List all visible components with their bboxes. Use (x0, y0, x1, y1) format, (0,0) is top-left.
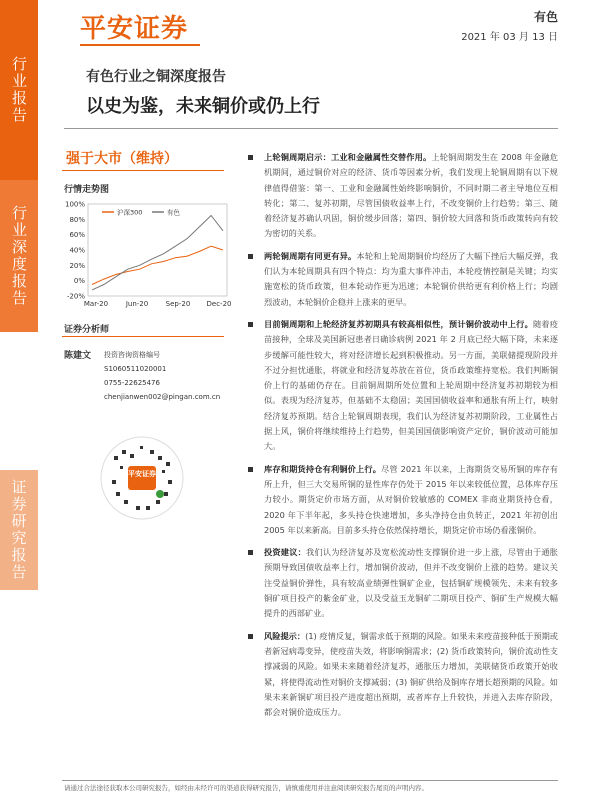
series-line-nonferrous (92, 216, 223, 290)
series-line-hs300 (92, 246, 223, 284)
key-point-body: 随着疫苗接种，全球及美国新冠患者日确诊病例 2021 年 2 月底已经大幅下降，未来逐步缓解可能性较大，将对经济增长起到积极推动。另一方面，美联储提现阶段并不过分担忧通胀，将就业和经济复苏放在首位，货币政策维持宽松。我们判断铜价上行的基础仍存在。目前铜周期所处位置和上轮周期中经济复苏初期较为相似。表现为经济复苏，但基础不太稳固；美国国债收益率和通胀有所上行，映射经济复苏预期。结合上轮铜周期表现，我们认为经济复苏初期阶段，工业属性占据上风，铜价将继续维持上行趋势，但美国国债影响资产定价，铜价波动可能加大。 (264, 318, 558, 452)
sidebar-tab-industry-depth (0, 180, 38, 332)
qr-logo-text: 平安证券 (128, 470, 156, 478)
analyst-cert: 投资咨询资格编号 (104, 351, 160, 359)
analyst-section-title: 证券分析师 (64, 325, 110, 335)
rating-divider (62, 170, 224, 171)
key-point-lead: 目前铜周期和上轮经济复苏初期具有较高相似性，预计铜价波动中上行。 (264, 318, 533, 329)
x-tick-label: Jun-20 (125, 300, 149, 308)
x-tick-label: Mar-20 (83, 300, 109, 308)
analyst-divider (62, 336, 224, 337)
logo-underline (80, 44, 200, 46)
key-point-body: (1) 疫情反复，铜需求低于预期的风险。如果未来疫苗接种低于预期或者新冠病毒变异，使疫苗失效，将影响铜需求；(2) 货币政策转向，铜价流动性支撑减弱的风险。如果未来随着经济复苏，通胀压力增加，美联储货币政策开始收紧，将使得流动性对铜价支撑减弱；(3) 铜矿供给及铜库存增长超预期的风险。如果未来新铜矿项目投产进度超出预期，或者库存上升较快，并进入去库存阶段，都会对铜价造成压力。 (264, 630, 558, 718)
key-point-lead: 两轮铜周期有同更有异。 (264, 250, 357, 261)
y-tick-label: 100% (64, 200, 85, 209)
y-tick-label: 20% (69, 261, 85, 270)
rating-label: 强于大市（维持） (66, 151, 178, 167)
key-point-body: 我们认为经济复苏及宽松流动性支撑铜价进一步上涨，尽管由于通胀预期导致国债收益率上行，增加铜价波动，但并不改变铜价上涨的趋势。建议关注受益铜价弹性，具有较高业绩弹性铜矿企业，包括铜矿规模领先、未来有较多铜矿项目投产的紫金矿业，以及受益玉龙铜矿二期项目投产、铜矿生产规模大幅提升的西部矿业。 (264, 547, 558, 619)
key-point (244, 150, 558, 242)
key-point-lead: 风险提示： (264, 630, 306, 641)
y-tick-label: 60% (69, 231, 85, 240)
chart-plot-area (88, 204, 227, 296)
key-point (244, 317, 558, 455)
title-divider (64, 128, 558, 129)
footer-disclaimer: 请通过合法途径获取本公司研究报告，如经由未经许可的渠道获得研究报告，请慎重使用并注意阅读研究报告尾页的声明内容。 (64, 784, 428, 792)
key-points-list (244, 150, 558, 727)
key-point (244, 545, 558, 621)
sidebar-tab-industry-report (0, 0, 38, 180)
sidebar-tab-securities-research (0, 470, 38, 590)
key-point-lead: 上轮铜周期启示：工业和金融属性交替作用。 (264, 152, 432, 162)
report-headline: 以史为鉴，未来铜价或仍上行 (86, 96, 320, 117)
analyst-phone: 0755-22625476 (104, 379, 160, 387)
analyst-cert-no: S1060511020001 (104, 365, 167, 373)
report-date: 2021 年 03 月 13 日 (461, 32, 558, 43)
analyst-name: 陈建文 (64, 351, 92, 361)
legend-label: 沪深300 (117, 208, 143, 217)
key-point-body: 本轮和上轮周期铜价均经历了大幅下挫后大幅反弹，我们认为本轮周期具有四个特点：均为重大事件冲击，本轮疫情控制是关键；均实施宽松的货币政策，但本轮动作更为迅速；本轮铜价供给更有利价格上行；均剧烈波动，本轮铜价企稳并上涨来的更早。 (264, 250, 558, 307)
analyst-email[interactable]: chenjianwen002@pingan.com.cn (104, 393, 221, 401)
sidebar-tab3-label: 证券研究报告 (9, 479, 28, 581)
y-tick-label: 80% (69, 215, 85, 224)
key-point-body: 尽管 2021 年以来，上海期货交易所铜的库存有所上升，但三大交易所铜的显性库存仍处于 2015 年以来较低位置，总体库存压力较小。期货定价市场方面，从对铜价较敏感的 COMEX 非商业期货持仓看，2020 年下半年起，多头持仓快速增加，多头净持仓由负转正，2021 年初创出 2005 年以来新高。目前多头持仓依然保持增长，期货定价市场仍看涨铜价。 (264, 463, 558, 535)
key-point-lead: 投资建议： (264, 547, 307, 558)
footer-divider (62, 780, 558, 781)
key-point (244, 249, 558, 310)
y-tick-label: 40% (69, 246, 85, 255)
legend-label: 有色 (167, 208, 180, 217)
x-tick-label: Sep-20 (165, 300, 191, 308)
y-tick-label: 0% (73, 277, 85, 286)
analyst-info (104, 348, 220, 404)
key-point (244, 629, 558, 721)
key-point-lead: 库存和期货持仓有利铜价上行。 (264, 463, 382, 474)
sector-label: 有色 (533, 10, 558, 24)
report-type: 有色行业之铜深度报告 (86, 69, 226, 85)
sidebar-tab2-label: 行业深度报告 (10, 205, 28, 307)
x-tick-label: Dec-20 (206, 300, 232, 308)
qr-code[interactable] (100, 436, 184, 520)
chart-title: 行情走势图 (64, 185, 110, 195)
price-trend-chart (62, 196, 232, 314)
key-point (244, 462, 558, 538)
y-tick-label: -20% (66, 292, 85, 301)
sidebar-tab1-label: 行业报告 (10, 56, 28, 124)
key-point-body: 上轮铜周期发生在 2008 年金融危机期间，通过铜价对应的经济、货币等因素分析，我们发现上轮铜周期有以下规律值得借鉴：第一、工业和金融属性始终影响铜价，不同时期二者主导地位互相转化；第二、复苏初期，尽管国债收益率上行，不改变铜价上行趋势；第三、随着经济复苏确认巩固，铜价缓步回落；第四、铜价较大回落和货币政策转向有较为密切的关系。 (264, 152, 558, 239)
company-logo: 平安证券 (80, 14, 189, 44)
